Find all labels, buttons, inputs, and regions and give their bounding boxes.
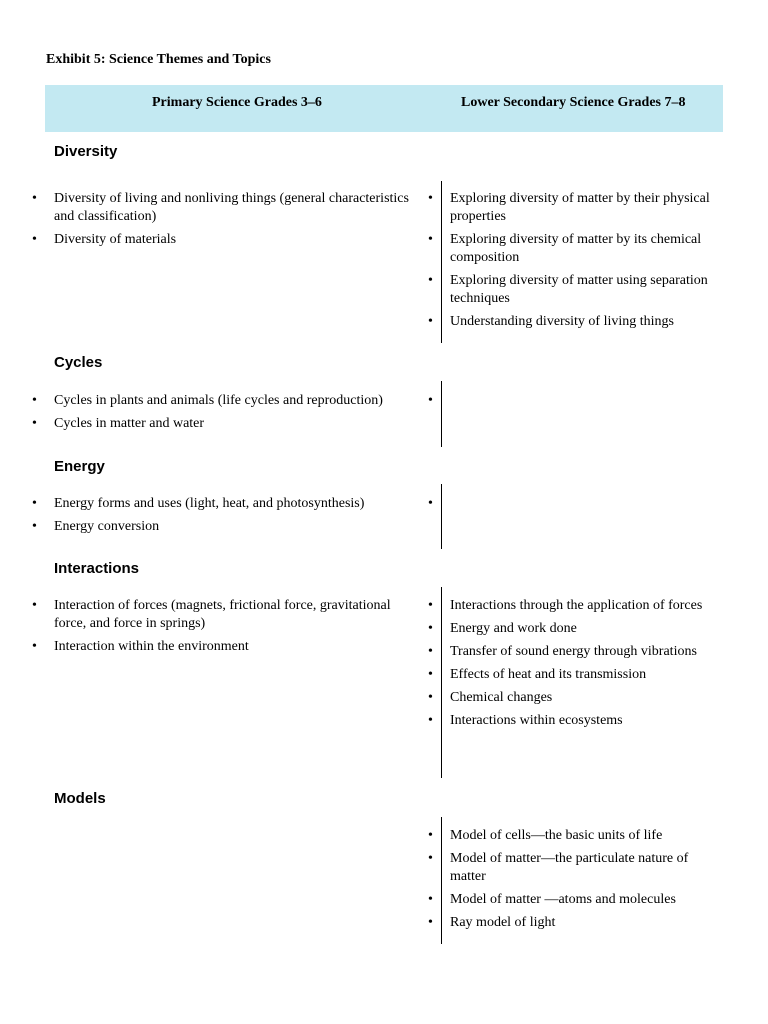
list-item: • Cycles in plants and animals (life cycles and reproduction) bbox=[54, 392, 424, 410]
column-divider bbox=[441, 817, 442, 944]
list-item: • Energy conversion bbox=[54, 518, 424, 536]
list-item: • Interaction within the environment bbox=[54, 638, 424, 656]
primary-topic-list bbox=[54, 392, 424, 438]
list-item: • Cycles in matter and water bbox=[54, 415, 424, 433]
theme-title: Diversity bbox=[54, 143, 118, 160]
column-divider bbox=[441, 587, 442, 778]
column-header-lower-secondary: Lower Secondary Science Grades 7–8 bbox=[461, 95, 686, 110]
exhibit-title: Exhibit 5: Science Themes and Topics bbox=[46, 52, 271, 67]
secondary-topic-list bbox=[450, 827, 720, 937]
list-item: • Effects of heat and its transmission bbox=[450, 666, 720, 684]
theme-title: Cycles bbox=[54, 354, 103, 371]
list-item: • Model of matter—the particulate nature of matter bbox=[450, 850, 720, 886]
list-item: • Exploring diversity of matter by their physical properties bbox=[450, 190, 720, 226]
column-header-primary: Primary Science Grades 3–6 bbox=[152, 95, 322, 110]
empty-bullet: • bbox=[428, 496, 433, 511]
list-item: • Interactions through the application of forces bbox=[450, 597, 720, 615]
theme-title: Interactions bbox=[54, 560, 140, 577]
list-item: • Ray model of light bbox=[450, 914, 720, 932]
column-divider bbox=[441, 181, 442, 343]
primary-topic-list bbox=[54, 190, 424, 254]
primary-topic-list bbox=[54, 495, 424, 541]
list-item: • Exploring diversity of matter using separation techniques bbox=[450, 272, 720, 308]
column-divider bbox=[441, 381, 442, 447]
column-divider bbox=[441, 484, 442, 549]
list-item: • Diversity of living and nonliving things (general characteristics and classification) bbox=[54, 190, 424, 226]
primary-topic-list bbox=[54, 597, 424, 661]
list-item: • Model of matter —atoms and molecules bbox=[450, 891, 720, 909]
list-item: • Diversity of materials bbox=[54, 231, 424, 249]
secondary-topic-list bbox=[450, 190, 720, 336]
list-item: • Interaction of forces (magnets, frictional force, gravitational force, and force in springs) bbox=[54, 597, 424, 633]
theme-title: Models bbox=[54, 790, 106, 807]
list-item: • Transfer of sound energy through vibrations bbox=[450, 643, 720, 661]
list-item: • Model of cells—the basic units of life bbox=[450, 827, 720, 845]
list-item: • Exploring diversity of matter by its chemical composition bbox=[450, 231, 720, 267]
list-item: • Chemical changes bbox=[450, 689, 720, 707]
empty-bullet: • bbox=[428, 393, 433, 408]
list-item: • Understanding diversity of living things bbox=[450, 313, 720, 331]
secondary-topic-list bbox=[450, 597, 720, 735]
list-item: • Energy and work done bbox=[450, 620, 720, 638]
list-item: • Energy forms and uses (light, heat, and photosynthesis) bbox=[54, 495, 424, 513]
list-item: • Interactions within ecosystems bbox=[450, 712, 720, 730]
theme-title: Energy bbox=[54, 458, 105, 475]
